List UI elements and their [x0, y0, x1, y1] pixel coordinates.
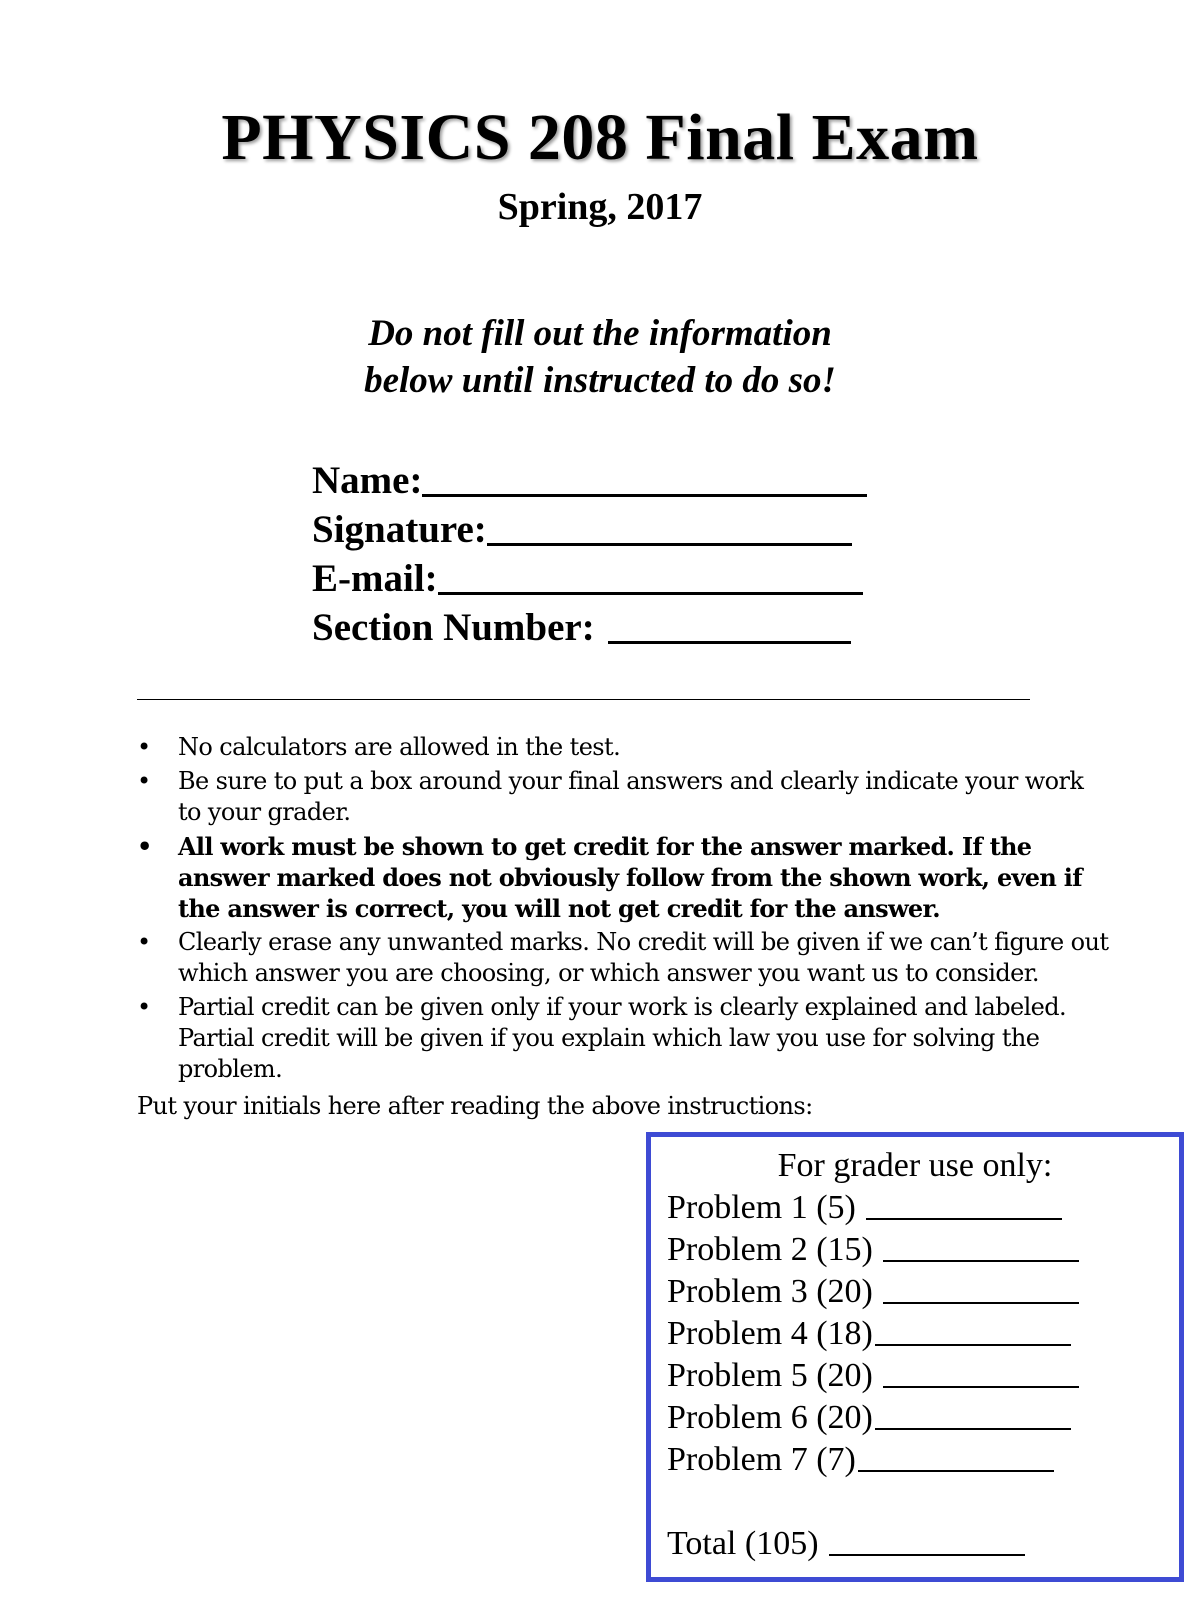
section-number-blank[interactable]	[608, 607, 851, 644]
initials-prompt: Put your initials here after reading the above instructions:	[137, 1092, 813, 1120]
email-label: E-mail:	[312, 557, 438, 600]
fill-warning-line-1: Do not fill out the information	[368, 313, 832, 354]
email-field[interactable]	[312, 554, 867, 603]
grader-spacer	[667, 1481, 1179, 1523]
grader-row-label: Problem 1 (5)	[667, 1189, 856, 1226]
fill-warning	[0, 310, 1200, 404]
instruction-item	[137, 927, 1112, 989]
grader-row-problem-5	[667, 1355, 1179, 1397]
exam-term: Spring, 2017	[497, 186, 703, 228]
instruction-item	[137, 766, 1112, 828]
total-score-blank[interactable]	[829, 1526, 1025, 1556]
instruction-text: Be sure to put a box around your final answers and clearly indicate your work to your grader.	[178, 767, 1084, 826]
score-blank[interactable]	[866, 1190, 1062, 1220]
grader-row-label: Problem 7 (7)	[667, 1441, 856, 1478]
instruction-item	[137, 831, 1112, 924]
grader-row-problem-7	[667, 1439, 1179, 1481]
bullet: •	[137, 928, 151, 956]
bullet: •	[137, 832, 152, 861]
grader-row-problem-1	[667, 1187, 1179, 1229]
grader-row-problem-6	[667, 1397, 1179, 1439]
score-blank[interactable]	[858, 1442, 1054, 1472]
grader-row-problem-2	[667, 1229, 1179, 1271]
bullet: •	[137, 993, 151, 1021]
grader-row-problem-3	[667, 1271, 1179, 1313]
grader-row-total	[667, 1523, 1179, 1565]
instructions-list	[137, 732, 1112, 1088]
exam-title: PHYSICS 208 Final Exam	[221, 101, 979, 174]
section-number-label: Section Number:	[312, 606, 595, 649]
score-blank[interactable]	[875, 1316, 1071, 1346]
bullet: •	[137, 733, 151, 761]
score-blank[interactable]	[883, 1358, 1079, 1388]
divider-line	[137, 699, 1030, 700]
instruction-text: No calculators are allowed in the test.	[178, 733, 621, 761]
instruction-text: All work must be shown to get credit for the answer marked. If the answer marked does not obviously follow from the shown work, even if the answer is correct, you will not get credit for the answer.	[178, 832, 1082, 923]
grader-row-problem-4	[667, 1313, 1179, 1355]
grader-row-label: Problem 5 (20)	[667, 1357, 873, 1394]
signature-field[interactable]	[312, 505, 867, 554]
instruction-item	[137, 992, 1112, 1085]
grader-row-label: Problem 6 (20)	[667, 1399, 873, 1436]
score-blank[interactable]	[875, 1400, 1071, 1430]
grader-title: For grader use only:	[777, 1147, 1053, 1184]
score-blank[interactable]	[883, 1274, 1079, 1304]
instruction-text: Partial credit can be given only if your work is clearly explained and labeled. Partial credit will be given if you explain which law you use for solving the problem.	[178, 993, 1067, 1083]
grader-row-label: Problem 3 (20)	[667, 1273, 873, 1310]
grader-box	[646, 1132, 1184, 1582]
section-number-field[interactable]	[312, 603, 867, 652]
bullet: •	[137, 767, 151, 795]
name-blank[interactable]	[422, 460, 867, 497]
grader-row-label: Problem 4 (18)	[667, 1315, 873, 1352]
instruction-text: Clearly erase any unwanted marks. No credit will be given if we can’t figure out which answer you are choosing, or which answer you want us to consider.	[178, 928, 1109, 987]
fill-warning-line-2: below until instructed to do so!	[364, 360, 836, 401]
grader-row-label: Problem 2 (15)	[667, 1231, 873, 1268]
student-info-fields	[312, 456, 867, 652]
instruction-item	[137, 732, 1112, 763]
name-label: Name:	[312, 459, 423, 502]
signature-blank[interactable]	[487, 509, 852, 546]
grader-total-label: Total (105)	[667, 1525, 819, 1562]
name-field[interactable]	[312, 456, 867, 505]
score-blank[interactable]	[883, 1232, 1079, 1262]
signature-label: Signature:	[312, 508, 487, 551]
email-blank[interactable]	[438, 558, 863, 595]
